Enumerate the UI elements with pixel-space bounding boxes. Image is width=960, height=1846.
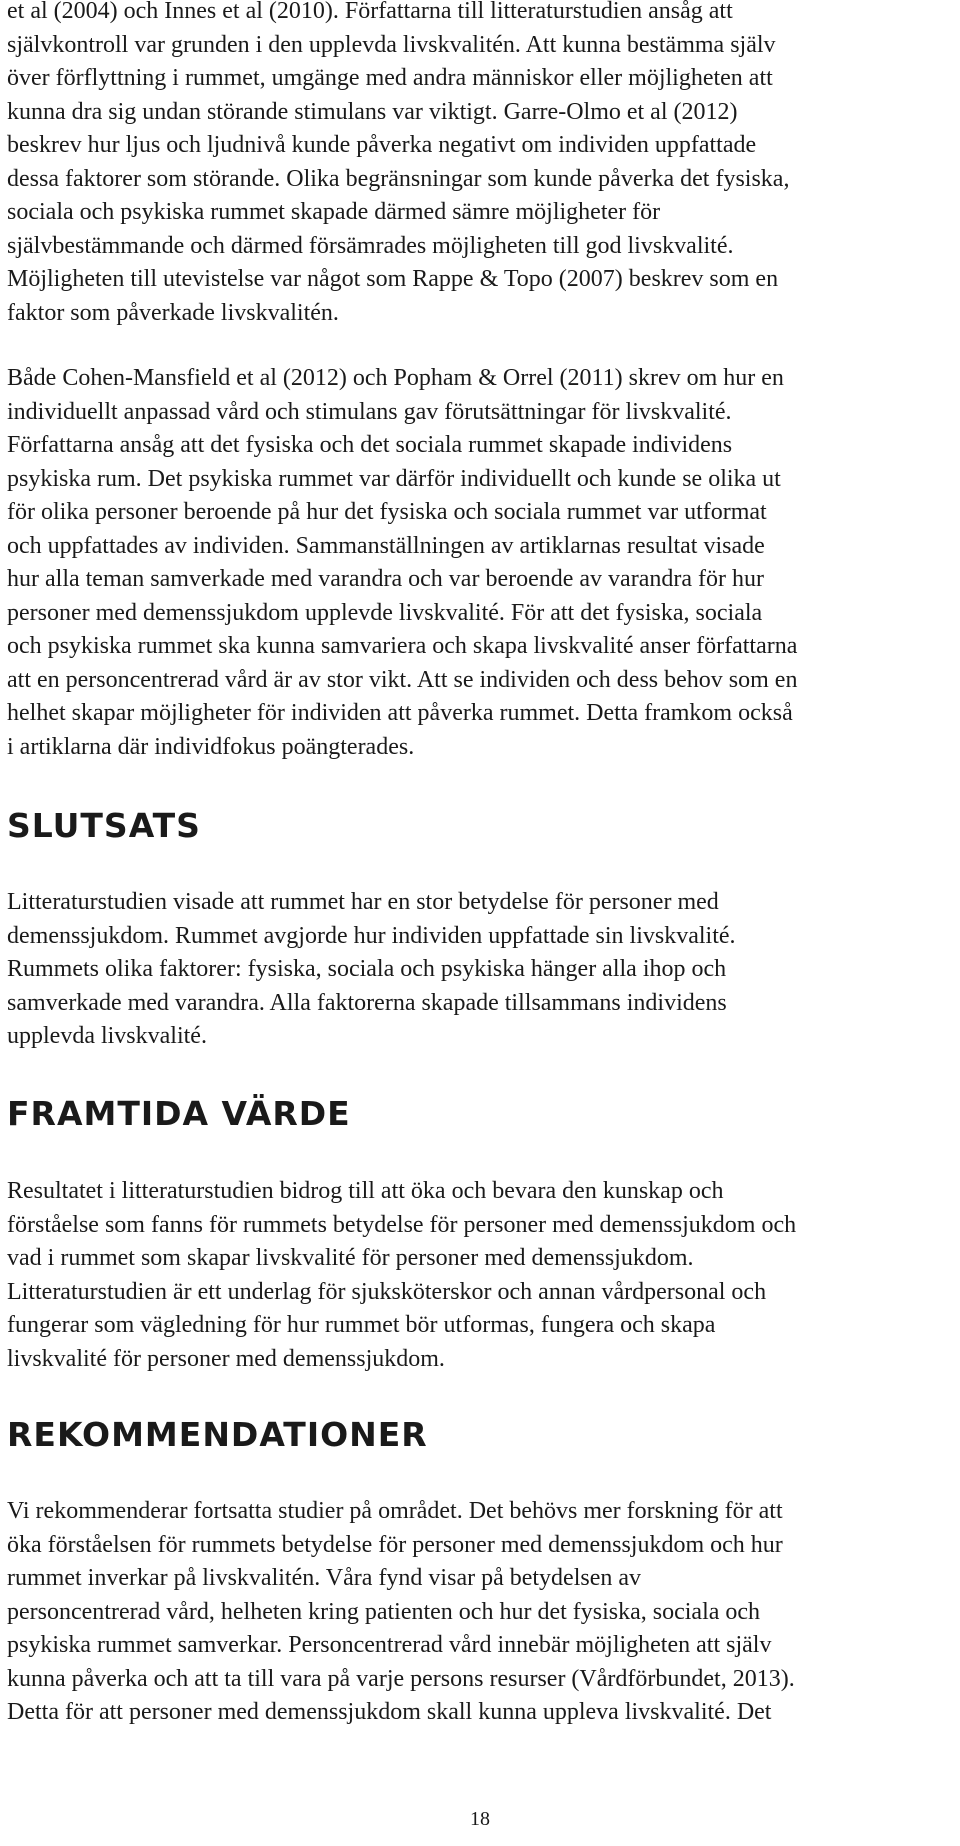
text-line: Resultatet i litteraturstudien bidrog till att öka och bevara den kunskap och xyxy=(7,1178,724,1204)
text-line: samverkade med varandra. Alla faktorerna skapade tillsammans individens xyxy=(7,989,727,1016)
paragraph-rekommendationer xyxy=(7,1495,795,1730)
text-line: Rummets olika faktorer: fysiska, sociala och psykiska hänger alla ihop och xyxy=(7,956,727,982)
text-line: självbestämmande och därmed försämrades möjligheten till god livskvalité. xyxy=(7,232,734,259)
text-line: Författarna ansåg att det fysiska och det sociala rummet skapade individens xyxy=(7,432,733,458)
text-line: demenssjukdom. Rummet avgjorde hur individen uppfattade sin livskvalité. xyxy=(7,922,736,949)
text-line: Detta för att personer med demenssjukdom skall kunna uppleva livskvalité. Det xyxy=(7,1699,772,1725)
text-line: Vi rekommenderar fortsatta studier på området. Det behövs mer forskning för att xyxy=(7,1498,783,1524)
text-line: faktor som påverkade livskvalitén. xyxy=(7,299,339,326)
heading-rekommendationer: REKOMMENDATIONER xyxy=(7,1415,428,1454)
text-line: och uppfattades av individen. Sammanställningen av artiklarnas resultat visade xyxy=(7,532,765,559)
text-line: helhet skapar möjligheter för individen att påverka rummet. Detta framkom också xyxy=(7,700,793,726)
text-line: Både Cohen-Mansfield et al (2012) och Popham & Orrel (2011) skrev om hur en xyxy=(7,365,784,391)
paragraph-slutsats xyxy=(7,886,736,1054)
text-line: kunna påverka och att ta till vara på varje persons resurser (Vårdförbundet, 2013). xyxy=(7,1665,795,1692)
text-line: förståelse som fanns för rummets betydelse för personer med demenssjukdom och xyxy=(7,1211,797,1238)
text-line: för olika personer beroende på hur det fysiska och sociala rummet var utformat xyxy=(7,499,767,525)
text-line: rummet inverkar på livskvalitén. Våra fynd visar på betydelsen av xyxy=(7,1565,642,1591)
text-line: hur alla teman samverkade med varandra och var beroende av varandra för hur xyxy=(7,566,764,592)
text-line: personcentrerad vård, helheten kring patienten och hur det fysiska, sociala och xyxy=(7,1598,761,1625)
page-number: 18 xyxy=(470,1808,490,1830)
text-line: individuellt anpassad vård och stimulans gav förutsättningar för livskvalité. xyxy=(7,398,732,425)
text-line: kunna dra sig undan störande stimulans var viktigt. Garre-Olmo et al (2012) xyxy=(7,98,738,125)
paragraph-framtida-varde xyxy=(7,1175,796,1376)
text-line: öka förståelsen för rummets betydelse för personer med demenssjukdom och hur xyxy=(7,1531,783,1558)
text-line: självkontroll var grunden i den upplevda livskvalitén. Att kunna bestämma själv xyxy=(7,31,776,58)
text-line: sociala och psykiska rummet skapade därmed sämre möjligheter för xyxy=(7,199,661,225)
text-line: över förflyttning i rummet, umgänge med andra människor eller möjligheten att xyxy=(7,65,773,91)
text-line: vad i rummet som skapar livskvalité för personer med demenssjukdom. xyxy=(7,1245,694,1271)
text-line: beskrev hur ljus och ljudnivå kunde påverka negativt om individen uppfattade xyxy=(7,132,757,158)
text-line: i artiklarna där individfokus poängterades. xyxy=(7,733,415,760)
text-line: Litteraturstudien visade att rummet har en stor betydelse för personer med xyxy=(7,889,719,915)
text-line: dessa faktorer som störande. Olika begränsningar som kunde påverka det fysiska, xyxy=(7,165,790,192)
text-line: fungerar som vägledning för hur rummet bör utformas, fungera och skapa xyxy=(7,1312,716,1338)
text-line: och psykiska rummet ska kunna samvariera och skapa livskvalité anser författarna xyxy=(7,633,798,659)
text-line: att en personcentrerad vård är av stor vikt. Att se individen och dess behov som en xyxy=(7,666,798,693)
heading-framtida-varde: FRAMTIDA VÄRDE xyxy=(7,1094,351,1133)
text-line: livskvalité för personer med demenssjukdom. xyxy=(7,1345,445,1372)
text-line: Möjligheten till utevistelse var något som Rappe & Topo (2007) beskrev som en xyxy=(7,266,779,292)
text-line: Litteraturstudien är ett underlag för sjuksköterskor och annan vårdpersonal och xyxy=(7,1278,767,1305)
text-line: upplevda livskvalité. xyxy=(7,1023,207,1049)
text-line: psykiska rummet samverkar. Personcentrerad vård innebär möjligheten att själv xyxy=(7,1632,772,1658)
heading-slutsats: SLUTSATS xyxy=(7,806,201,845)
text-line: personer med demenssjukdom upplevde livskvalité. För att det fysiska, sociala xyxy=(7,599,763,626)
paragraph-discussion-1 xyxy=(7,0,789,330)
paragraph-discussion-2 xyxy=(7,362,797,764)
text-line: psykiska rum. Det psykiska rummet var därför individuellt och kunde se olika ut xyxy=(7,465,781,492)
text-line: et al (2004) och Innes et al (2010). Författarna till litteraturstudien ansåg att xyxy=(7,0,733,24)
